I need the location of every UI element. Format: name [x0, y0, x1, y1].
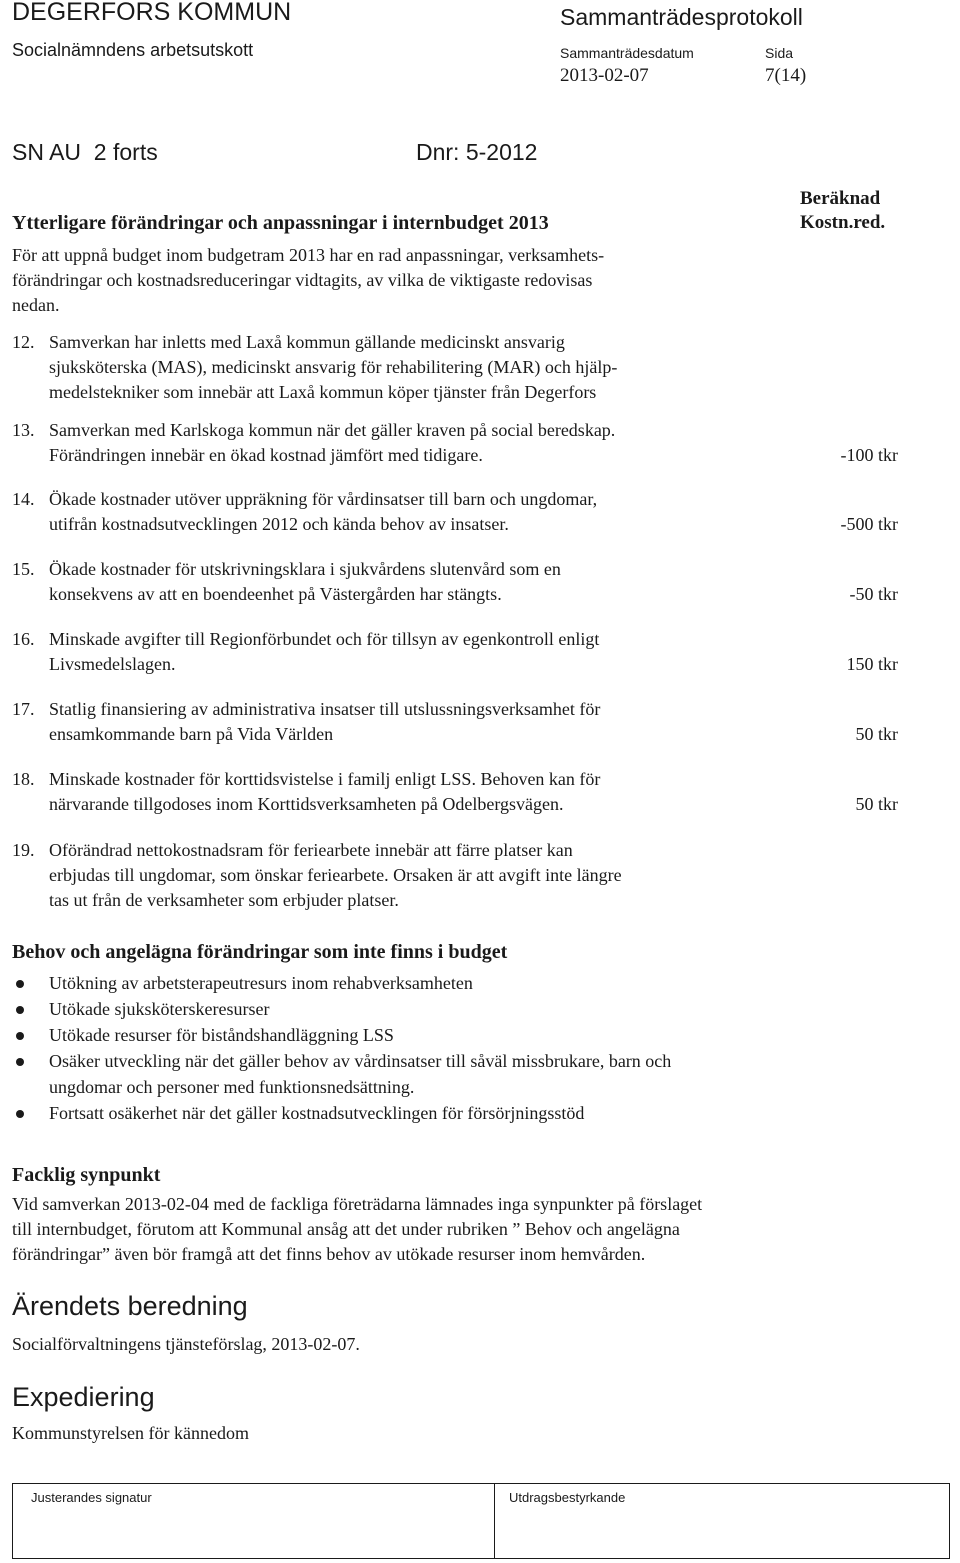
item-line: erbjudas till ungdomar, som önskar feriearbete. Orsaken är att avgift inte längre [49, 865, 622, 885]
bullet-text: Fortsatt osäkerhet när det gäller kostnadsutvecklingen för försörjningsstöd [49, 1103, 585, 1123]
list-item [12, 1022, 832, 1048]
item-line: utifrån kostnadsutvecklingen 2012 och kända behov av insatser. [49, 514, 509, 534]
case-dnr: Dnr: 5-2012 [416, 139, 538, 165]
item-text [49, 838, 622, 913]
committee-name: Socialnämndens arbetsutskott [12, 40, 254, 60]
column-heading-line2: Kostn.red. [800, 212, 886, 233]
item-number: 18. [12, 769, 35, 789]
bullet-text: ungdomar och personer med funktionsnedsättning. [49, 1077, 415, 1097]
item-line: ensamkommande barn på Vida Världen [49, 724, 334, 744]
item-text [49, 418, 615, 468]
page-number: 7(14) [765, 65, 807, 86]
preparation-line: Socialförvaltningens tjänsteförslag, 2013-02-07. [12, 1334, 360, 1354]
item-amount: 50 tkr [855, 794, 898, 814]
item-line: Ökade kostnader för utskrivningsklara i sjukvårdens slutenvård som en [49, 559, 561, 579]
item-line: närvarande tillgodoses inom Korttidsverksamheten på Odelbergsvägen. [49, 794, 564, 814]
item-number: 15. [12, 559, 35, 579]
item-amount: -50 tkr [849, 584, 898, 604]
item-amount: 50 tkr [855, 724, 898, 744]
item-text [49, 557, 561, 607]
item-amount: -500 tkr [840, 514, 898, 534]
bullet-icon [16, 1032, 24, 1040]
bullet-text: Utökning av arbetsterapeutresurs inom rehabverksamheten [49, 973, 473, 993]
union-line: förändringar” även bör framgå att det finns behov av utökade resurser inom hemvården. [12, 1244, 646, 1264]
item-number: 12. [12, 332, 35, 352]
item-line: Livsmedelslagen. [49, 654, 176, 674]
item-line: sjuksköterska (MAS), medicinskt ansvarig för rehabilitering (MAR) och hjälp- [49, 357, 618, 377]
item-number: 19. [12, 840, 35, 860]
item-line: Samverkan med Karlskoga kommun när det gäller kraven på social beredskap. [49, 420, 616, 440]
item-line: Oförändrad nettokostnadsram för feriearbete innebär att färre platser kan [49, 840, 573, 860]
dispatch-text [12, 1421, 249, 1446]
meeting-date-label: Sammanträdesdatum [560, 45, 694, 61]
item-text [49, 697, 600, 747]
union-line: till internbudget, förutom att Kommunal ansåg att det under rubriken ” Behov och angelägna [12, 1219, 680, 1239]
item-line: Minskade kostnader för korttidsvistelse i familj enligt LSS. Behoven kan för [49, 769, 601, 789]
item-line: medelstekniker som innebär att Laxå kommun köper tjänster från Degerfors [49, 382, 597, 402]
needs-heading: Behov och angelägna förändringar som inte finns i budget [12, 941, 508, 963]
dispatch-heading: Expediering [12, 1382, 155, 1412]
dispatch-line: Kommunstyrelsen för kännedom [12, 1423, 249, 1443]
list-item [12, 1100, 832, 1126]
list-item [12, 996, 832, 1022]
item-text [49, 330, 617, 405]
bullet-icon [16, 980, 24, 988]
item-line: tas ut från de verksamheter som erbjuder platser. [49, 890, 399, 910]
item-amount: -100 tkr [840, 445, 898, 465]
preparation-text [12, 1332, 360, 1357]
item-line: Förändringen innebär en ökad kostnad jämfört med tidigare. [49, 445, 483, 465]
column-heading-line1: Beräknad [800, 188, 881, 209]
section-intro [12, 243, 747, 318]
item-text [49, 767, 600, 817]
item-text [49, 487, 597, 537]
case-title: SN AU 2 forts [12, 139, 158, 165]
footer-divider [494, 1484, 495, 1558]
union-line: Vid samverkan 2013-02-04 med de fackliga företrädarna lämnades inga synpunkter på förslaget [12, 1194, 703, 1214]
meeting-date: 2013-02-07 [560, 65, 649, 86]
bullet-icon [16, 1006, 24, 1014]
bullet-text: Utökade resurser för biståndshandläggning LSS [49, 1025, 394, 1045]
bullet-icon [16, 1058, 24, 1066]
organization-name: DEGERFORS KOMMUN [12, 0, 292, 26]
intro-line: För att uppnå budget inom budgetram 2013 har en rad anpassningar, verksamhets- [12, 245, 605, 265]
item-line: Statlig finansiering av administrativa insatser till utslussningsverksamhet för [49, 699, 601, 719]
column-heading [800, 187, 910, 235]
footer-signature-box [12, 1483, 950, 1559]
bullet-icon [16, 1110, 24, 1118]
item-number: 13. [12, 420, 35, 440]
item-number: 17. [12, 699, 35, 719]
list-item [12, 970, 832, 996]
union-text [12, 1192, 702, 1267]
preparation-heading: Ärendets beredning [12, 1291, 248, 1321]
item-line: Samverkan har inletts med Laxå kommun gällande medicinskt ansvarig [49, 332, 565, 352]
union-heading: Facklig synpunkt [12, 1164, 161, 1186]
certification-label: Utdragsbestyrkande [509, 1490, 626, 1505]
signature-label: Justerandes signatur [31, 1490, 152, 1505]
bullet-text: Utökade sjuksköterskeresurser [49, 999, 270, 1019]
item-number: 14. [12, 489, 35, 509]
section-heading: Ytterligare förändringar och anpassningar i internbudget 2013 [12, 212, 549, 234]
needs-list [12, 970, 832, 1126]
item-line: konsekvens av att en boendeenhet på Västergården har stängts. [49, 584, 502, 604]
item-line: Ökade kostnader utöver uppräkning för vårdinsatser till barn och ungdomar, [49, 489, 598, 509]
list-item [12, 1048, 832, 1100]
item-line: Minskade avgifter till Regionförbundet och för tillsyn av egenkontroll enligt [49, 629, 600, 649]
item-amount: 150 tkr [846, 654, 898, 674]
item-text [49, 627, 599, 677]
intro-line: förändringar och kostnadsreduceringar vidtagits, av vilka de viktigaste redovisas [12, 270, 593, 290]
bullet-text: Osäker utveckling när det gäller behov av vårdinsatser till såväl missbrukare, barn och [49, 1051, 672, 1071]
item-number: 16. [12, 629, 35, 649]
document-type: Sammanträdesprotokoll [560, 4, 803, 30]
page-label: Sida [765, 45, 794, 61]
intro-line: nedan. [12, 295, 60, 315]
